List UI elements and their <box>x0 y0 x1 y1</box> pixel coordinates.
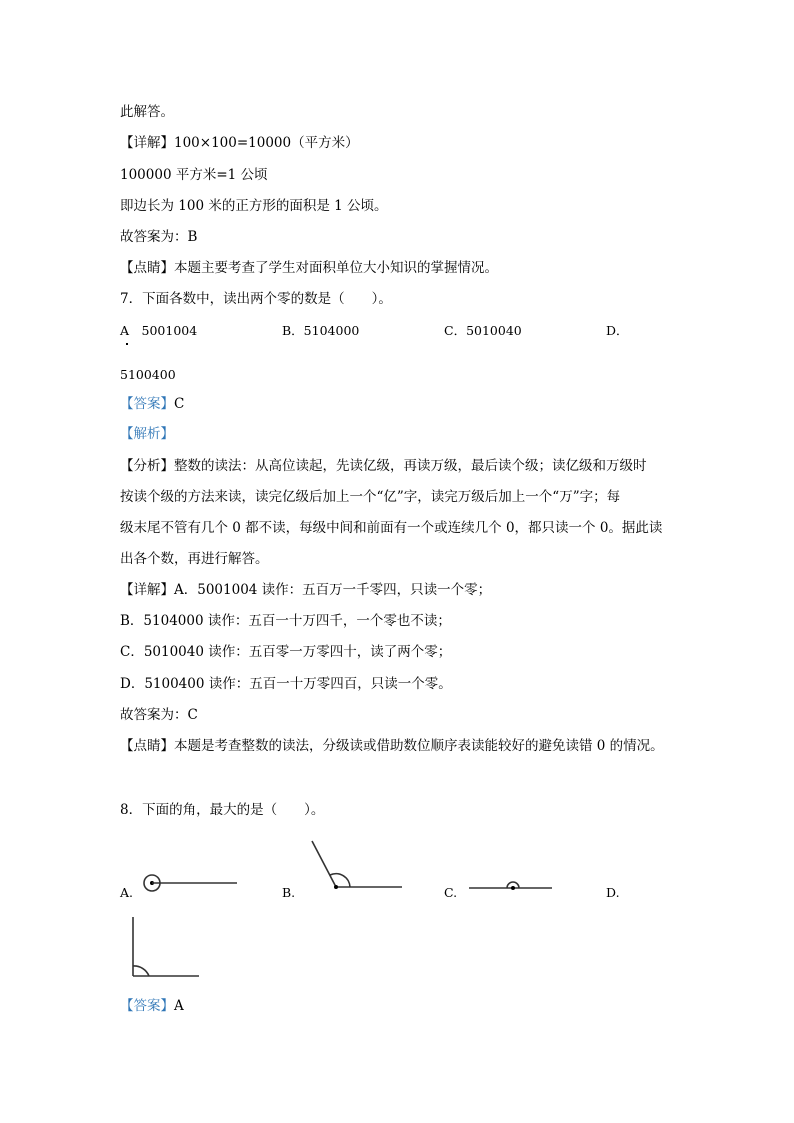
comment-text: 本题是考查整数的读法，分级读或借助数位顺序表读能较好的避免读错 0 的情况。 <box>174 738 664 754</box>
option-d: D． <box>606 323 629 338</box>
question-text: 8．下面的角，最大的是（ ）。 <box>120 802 325 818</box>
comment-tag: 【点睛】 <box>120 738 174 754</box>
analysis-line: 按读个级的方法来读，读完亿级后加上一个“亿”字，读完万级后加上一个“万”字；每 <box>120 489 621 505</box>
analysis-line: 出各个数，再进行解答。 <box>120 551 269 567</box>
angle-b-figure <box>312 841 402 889</box>
answer-tag: 【答案】 <box>120 396 174 412</box>
analysis-text: 整数的读法：从高位读起，先读亿级，再读万级，最后读个级；读亿级和万级时 <box>174 458 647 474</box>
detail-line-2: 100000 平方米=1 公顷 <box>120 167 268 183</box>
answer-value: A <box>174 998 184 1014</box>
option-d-value: 5100400 <box>120 367 176 382</box>
angle-c-figure <box>469 882 552 890</box>
analysis-sub-tag: 【分析】 <box>120 458 174 474</box>
option-d-label: D. <box>606 885 620 900</box>
detail-tag: 【详解】 <box>120 582 174 598</box>
option-c: C．5010040 <box>444 323 522 338</box>
detail-line: B．5104000 读作：五百一十万四千，一个零也不读； <box>120 613 451 629</box>
option-a-label: A. <box>120 885 134 900</box>
detail-line-3: 即边长为 100 米的正方形的面积是 1 公顷。 <box>120 198 388 214</box>
detail-text: A．5001004 读作：五百万一千零四，只读一个零； <box>174 582 492 598</box>
final-answer: 故答案为：C <box>120 707 198 723</box>
question-text: 7．下面各数中，读出两个零的数是（ ）。 <box>120 291 392 307</box>
analysis-line: 级末尾不管有几个 0 都不读，每级中间和前面有一个或连续几个 0，都只读一个 0。据此读 <box>120 520 663 536</box>
comment-text: 本题主要考查了学生对面积单位大小知识的掌握情况。 <box>174 260 498 276</box>
answer-line <box>120 997 184 1015</box>
option-b: B．5104000 <box>282 323 360 338</box>
detail-line: D．5100400 读作：五百一十万零四百，只读一个零。 <box>120 676 452 692</box>
option-c-label: C. <box>444 885 458 900</box>
detail-text: 100×100=10000（平方米） <box>174 135 359 151</box>
angle-a-figure <box>144 875 237 891</box>
detail-line: C．5010040 读作：五百零一万零四十，读了两个零； <box>120 644 452 660</box>
answer-tag: 【答案】 <box>120 998 174 1014</box>
final-answer: 故答案为：B <box>120 229 198 245</box>
text-line: 此解答。 <box>120 104 174 120</box>
detail-tag: 【详解】 <box>120 135 174 151</box>
option-a: A 5001004 <box>120 323 198 338</box>
answer-value: C <box>174 396 185 412</box>
option-b-label: B. <box>282 885 296 900</box>
analysis-tag: 【解析】 <box>120 426 174 442</box>
angle-d-figure <box>133 917 199 976</box>
comment-tag: 【点睛】 <box>120 260 174 276</box>
